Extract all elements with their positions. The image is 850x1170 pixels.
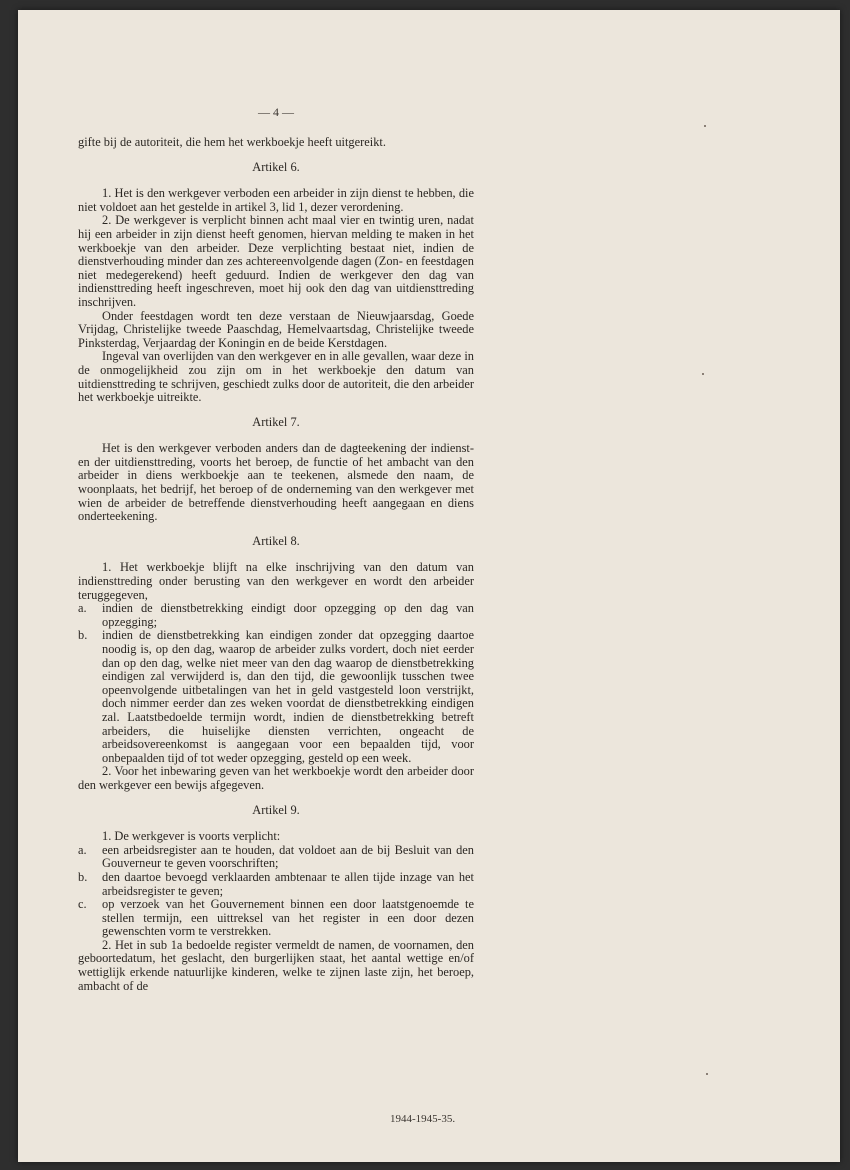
intro-paragraph: gifte bij de autoriteit, die hem het werkboekje heeft uitgereikt. [78,135,386,149]
article-9-list [78,844,474,939]
article-6-paragraph-1: 1. Het is den werkgever verboden een arbeider in zijn dienst te hebben, die niet voldoet aan het gestelde in artikel 3, lid 1, dezer verordening. [78,186,474,214]
document-body [78,136,474,993]
list-item: b. indien de dienstbetrekking kan eindigen zonder dat opzegging daartoe noodig is, op den dag, waarop de arbeider zulks vordert, doch niet eerder dan op den dag, welke niet meer van den dag waarop de dienstbetrekking eindigen zal verwijderd is, dan den tijd, die gewoonlijk tusschen twee opeenvolgende uitbetalingen van het in geld vastgesteld loon verstrijkt, doch nimmer eerder dan zes weken voordat de dienstbetrekking eindigen zal. Laatstbedoelde termijn wordt, indien de dienstbetrekking betreft arbeiders, die huiselijke diensten verrichten, ongeacht de arbeidsovereenkomst is aangegaan voor een bepaalden tijd, voor onbepaalden tijd of tot weder opzegging, gesteld op een week. [78,628,474,765]
article-6-heading: Artikel 6. [252,159,300,174]
article-9-heading: Artikel 9. [252,802,300,817]
article-6-paragraph-4: Ingeval van overlijden van den werkgever en in alle gevallen, waar deze in de onmogelijkheid zou zijn om in het werkboekje den datum van uitdiensttreding te schrijven, geschiedt zulks door de autoriteit, die den arbeider het werkboekje uitreikte. [78,349,474,405]
article-8-paragraph-2: 2. Voor het inbewaring geven van het werkboekje wordt den arbeider door den werkgever een bewijs afgegeven. [78,764,474,792]
article-6-paragraph-2: 2. De werkgever is verplicht binnen acht maal vier en twintig uren, nadat hij een arbeider in zijn dienst heeft genomen, hiervan melding te maken in het werkboekje van den arbeider. Deze verplichting bestaat niet, indien de dienstverhouding minder dan zes achtereenvolgende dagen (Zon- en feestdagen niet medegerekend) heeft geduurd. Indien de werkgever den dag van indiensttreding heeft ingeschreven, moet hij ook den dag van uitdiensttreding inschrijven. [78,213,474,309]
paper-speck [706,1073,708,1075]
paper-speck [702,373,704,375]
list-item: b. den daartoe bevoegd verklaarden ambtenaar te allen tijde inzage van het arbeidsregister te geven; [78,869,474,898]
article-7-heading: Artikel 7. [252,414,300,429]
article-6-paragraph-3: Onder feestdagen wordt ten deze verstaan de Nieuwjaarsdag, Goede Vrijdag, Christelijke tweede Paaschdag, Hemelvaartsdag, Christelijke tweede Pinksterdag, Verjaardag der Koningin en de beide Kerstdagen. [78,308,474,350]
document-footer-code: 1944-1945-35. [390,1113,456,1125]
list-item: a. indien de dienstbetrekking eindigt door opzegging op den dag van opzegging; [78,601,474,629]
list-item: c. op verzoek van het Gouvernement binnen een door laatstgenoemde te stellen termijn, een uittreksel van het register in een door dezen gewenschten vorm te verstrekken. [78,897,474,939]
article-8-paragraph-1: 1. Het werkboekje blijft na elke inschrijving van den datum van indiensttreding onder berusting van den werkgever en wordt den arbeider teruggegeven, [78,560,474,602]
list-item: a. een arbeidsregister aan te houden, dat voldoet aan de bij Besluit van den Gouverneur te geven voorschriften; [78,842,474,871]
article-7-paragraph-1: Het is den werkgever verboden anders dan de dagteekening der indienst- en der uitdiensttreding, voorts het beroep, de functie of het ambacht van den arbeider in diens werkboekje aan te teekenen, alsmede den naam, de woonplaats, het bedrijf, het beroep of de onderneming van den werkgever met wien de arbeider de betreffende dienstverhouding heeft aangegaan en diens onderteekening. [78,441,474,524]
paper-speck [704,125,706,127]
article-8-heading: Artikel 8. [252,533,300,548]
article-9-paragraph-2: 2. Het in sub 1a bedoelde register vermeldt de namen, de voornamen, den geboortedatum, het geslacht, den burgerlijken staat, het aantal wettige en/of wettiglijk erkende natuurlijke kinderen, welke te zijnen laste zijn, het beroep, ambacht of de [78,937,474,993]
article-8-list [78,602,474,765]
page-number: — 4 — [258,105,294,119]
article-9-paragraph-1: 1. De werkgever is voorts verplicht: [102,829,281,844]
